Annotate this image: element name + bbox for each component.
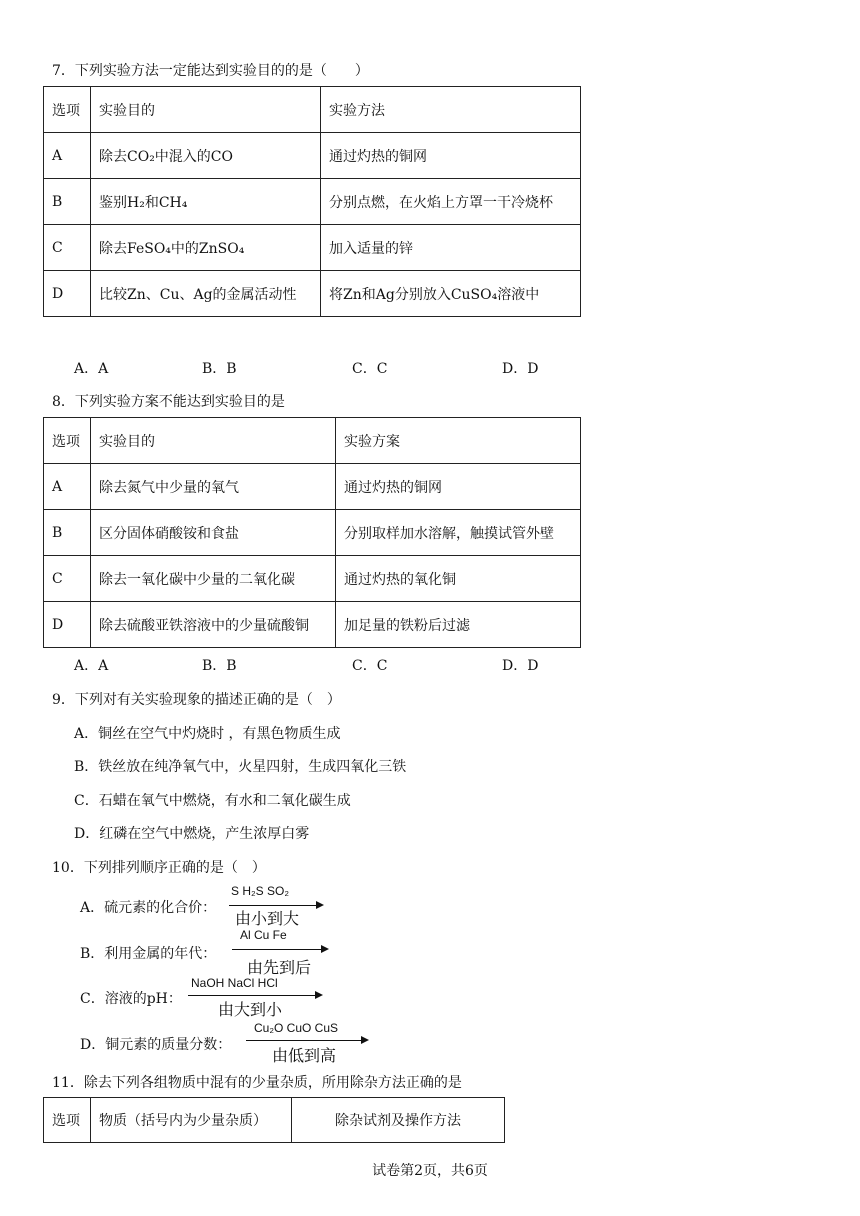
page-footer: 试卷第2页，共6页 bbox=[372, 1163, 488, 1179]
q7-choice-a[interactable]: A．A bbox=[74, 361, 109, 377]
row-option: D bbox=[44, 602, 91, 648]
row-option: B bbox=[44, 510, 91, 556]
q8-choice-c[interactable]: C．C bbox=[352, 658, 388, 674]
row-method: 通过灼热的氧化铜 bbox=[336, 556, 581, 602]
header-option: 选项 bbox=[44, 87, 91, 133]
q10-stem: 10．下列排列顺序正确的是（ ） bbox=[52, 860, 266, 876]
q8-choice-a[interactable]: A．A bbox=[74, 658, 109, 674]
row-aim: 除去FeSO₄中的ZnSO₄ bbox=[91, 225, 321, 271]
row-option: B bbox=[44, 179, 91, 225]
header-substance: 物质（括号内为少量杂质） bbox=[91, 1098, 292, 1143]
q8-choice-b[interactable]: B．B bbox=[202, 658, 237, 674]
q10-b-order: 由先到后 bbox=[247, 958, 312, 977]
table-row bbox=[44, 510, 581, 556]
arrowhead-icon bbox=[321, 945, 329, 953]
q10-a-order: 由小到大 bbox=[235, 909, 300, 928]
row-method: 将Zn和Ag分别放入CuSO₄溶液中 bbox=[321, 271, 581, 317]
q11-stem: 11．除去下列各组物质中混有的少量杂质，所用除杂方法正确的是 bbox=[52, 1075, 462, 1091]
q9-option-b[interactable]: B．铁丝放在纯净氧气中，火星四射，生成四氧化三铁 bbox=[74, 759, 407, 775]
row-option: C bbox=[44, 225, 91, 271]
q10-option-d[interactable]: D．铜元素的质量分数： bbox=[80, 1037, 232, 1053]
row-method: 通过灼热的铜网 bbox=[336, 464, 581, 510]
table-row bbox=[44, 556, 581, 602]
q7-table bbox=[43, 86, 581, 317]
row-method: 加足量的铁粉后过滤 bbox=[336, 602, 581, 648]
row-method: 通过灼热的铜网 bbox=[321, 133, 581, 179]
arrow-icon bbox=[232, 949, 322, 950]
q8-stem: 8．下列实验方案不能达到实验目的是 bbox=[52, 394, 285, 410]
header-aim: 实验目的 bbox=[91, 418, 336, 464]
table-header-row bbox=[44, 418, 581, 464]
table-header-row bbox=[44, 87, 581, 133]
q7-choice-c[interactable]: C．C bbox=[352, 361, 388, 377]
q10-d-order: 由低到高 bbox=[272, 1046, 337, 1065]
row-aim: 区分固体硝酸铵和食盐 bbox=[91, 510, 336, 556]
q11-table bbox=[43, 1097, 505, 1143]
row-method: 加入适量的锌 bbox=[321, 225, 581, 271]
q10-c-formula: NaOH NaCl HCl bbox=[191, 976, 278, 990]
arrowhead-icon bbox=[315, 991, 323, 999]
table-row bbox=[44, 225, 581, 271]
table-row bbox=[44, 179, 581, 225]
header-method: 实验方案 bbox=[336, 418, 581, 464]
row-option: A bbox=[44, 133, 91, 179]
arrow-icon bbox=[246, 1040, 362, 1041]
arrow-icon bbox=[188, 995, 316, 996]
header-option: 选项 bbox=[44, 1098, 91, 1143]
row-option: D bbox=[44, 271, 91, 317]
q7-choice-d[interactable]: D．D bbox=[502, 361, 539, 377]
q10-option-b[interactable]: B．利用金属的年代： bbox=[80, 946, 217, 962]
table-row bbox=[44, 602, 581, 648]
row-aim: 除去氮气中少量的氧气 bbox=[91, 464, 336, 510]
row-option: C bbox=[44, 556, 91, 602]
table-row bbox=[44, 133, 581, 179]
q8-table bbox=[43, 417, 581, 648]
table-row bbox=[44, 464, 581, 510]
q9-option-a[interactable]: A．铜丝在空气中灼烧时 ，有黑色物质生成 bbox=[74, 726, 341, 742]
q10-option-c[interactable]: C．溶液的pH： bbox=[80, 991, 182, 1007]
arrowhead-icon bbox=[361, 1036, 369, 1044]
arrowhead-icon bbox=[316, 901, 324, 909]
q10-option-a[interactable]: A．硫元素的化合价： bbox=[80, 900, 217, 916]
q9-stem: 9．下列对有关实验现象的描述正确的是（ ） bbox=[52, 692, 341, 708]
table-header-row bbox=[44, 1098, 505, 1143]
row-method: 分别取样加水溶解，触摸试管外壁 bbox=[336, 510, 581, 556]
header-aim: 实验目的 bbox=[91, 87, 321, 133]
row-aim: 鉴别H₂和CH₄ bbox=[91, 179, 321, 225]
q10-c-order: 由大到小 bbox=[218, 1000, 283, 1019]
q9-option-d[interactable]: D．红磷在空气中燃烧，产生浓厚白雾 bbox=[74, 826, 310, 842]
row-method: 分别点燃，在火焰上方罩一干冷烧杯 bbox=[321, 179, 581, 225]
q10-d-formula: Cu₂O CuO CuS bbox=[254, 1021, 339, 1035]
table-row bbox=[44, 271, 581, 317]
row-aim: 除去硫酸亚铁溶液中的少量硫酸铜 bbox=[91, 602, 336, 648]
q7-choice-b[interactable]: B．B bbox=[202, 361, 237, 377]
row-aim: 除去CO₂中混入的CO bbox=[91, 133, 321, 179]
header-method: 除杂试剂及操作方法 bbox=[292, 1098, 505, 1143]
row-aim: 比较Zn、Cu、Ag的金属活动性 bbox=[91, 271, 321, 317]
q8-choice-d[interactable]: D．D bbox=[502, 658, 539, 674]
header-option: 选项 bbox=[44, 418, 91, 464]
q10-b-formula: Al Cu Fe bbox=[240, 928, 287, 942]
row-aim: 除去一氧化碳中少量的二氧化碳 bbox=[91, 556, 336, 602]
q7-stem: 7．下列实验方法一定能达到实验目的的是（ ） bbox=[52, 63, 369, 79]
header-method: 实验方法 bbox=[321, 87, 581, 133]
row-option: A bbox=[44, 464, 91, 510]
q10-a-formula: S H₂S SO₂ bbox=[231, 884, 289, 898]
q9-option-c[interactable]: C．石蜡在氧气中燃烧，有水和二氧化碳生成 bbox=[74, 793, 351, 809]
